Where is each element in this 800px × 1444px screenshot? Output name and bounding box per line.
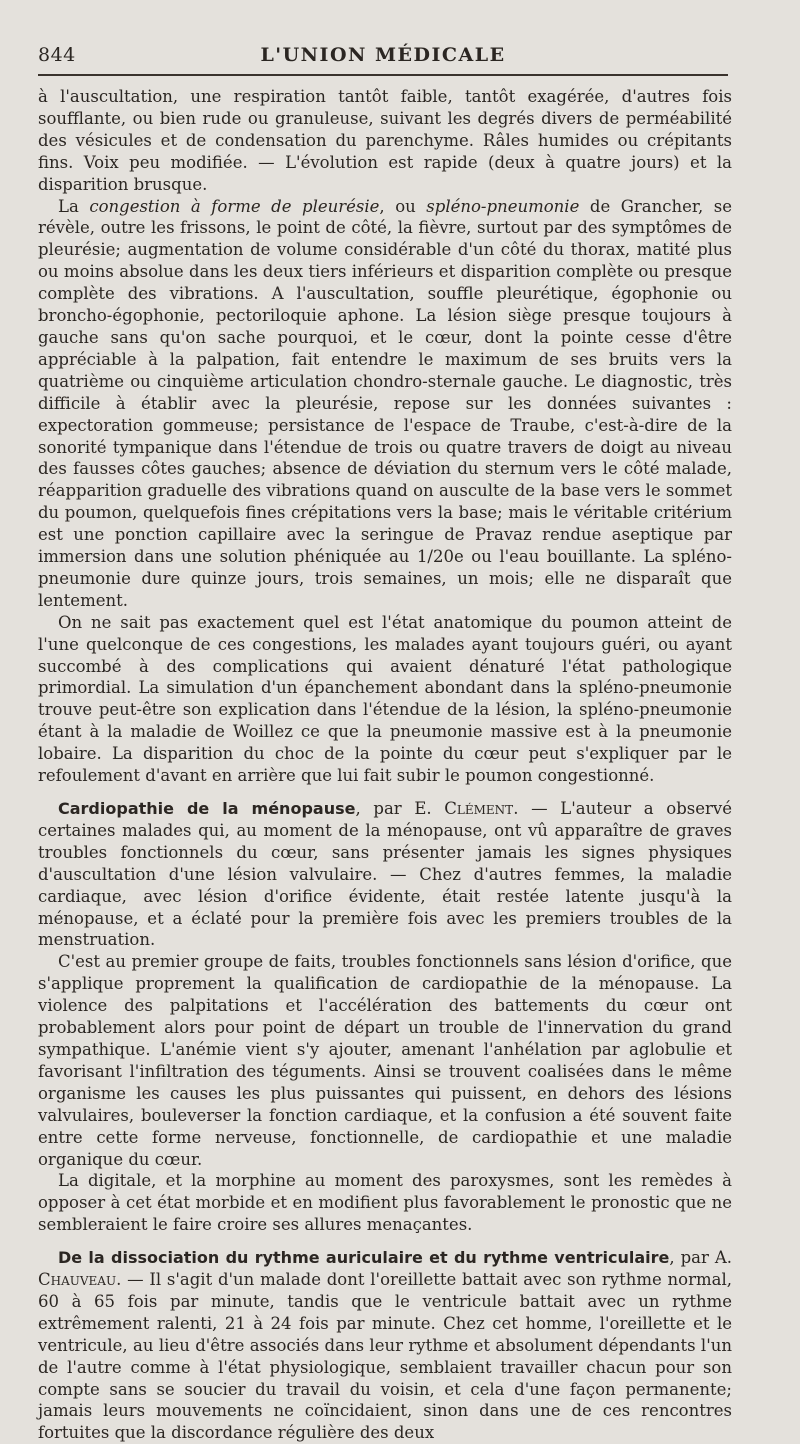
paragraph-text: . — L'auteur a observé certaines malades qui, au moment de la ménopause, ont vû apparaître de graves troubles fonctionnels du cœur, sans présenter jamais les signes physiques d'auscultation d'une lésion valvulaire. — Chez d'autres femmes, la maladie cardiaque, avec lésion d'orifice évidente, était restée latente jusqu'à la ménopause, et a éclaté pour la première fois avec les premiers troubles de la menstruation. [38,799,732,950]
article-dissociation [38,1247,732,1444]
author-name: Clément [444,799,514,818]
paragraph-auscultation: à l'auscultation, une respiration tantôt faible, tantôt exagérée, d'autres fois soufflante, ou bien rude ou granuleuse, suivant les degrés divers de perméabilité des vésicules et de condensation du parenchyme. Râles humides ou crépitants fins. Voix peu modifiée. — L'évolution est rapide (deux à quatre jours) et la disparition brusque. [38,87,732,194]
byline: , par A. [669,1248,733,1268]
page-number: 844 [38,44,76,66]
term-congestion: congestion à forme de pleurésie [89,196,380,216]
paragraph-spleno-pneumonie [38,196,732,612]
paragraph-text: , ou [379,196,427,216]
paragraph-lead: La [58,196,90,216]
term-spleno-pneumonie: spléno-pneumonie [426,196,580,216]
article-title: De la dissociation du rythme auriculaire et du rythme ventriculaire [58,1248,670,1268]
journal-title: L'UNION MÉDICALE [260,44,506,66]
article-body [38,86,732,1444]
header-rule [38,74,728,76]
article-title: Cardiopathie de la ménopause [58,799,356,818]
paragraph-digitale: La digitale, et la morphine au moment des paroxysmes, sont les remèdes à opposer à cet état morbide et en modifient plus favorablement le pronostic que ne sembleraient le faire croire ses allures menaçantes. [38,1171,732,1235]
paragraph-text: de Grancher, se révèle, outre les frissons, le point de côté, la fièvre, surtout par des symptômes de pleurésie; augmentation de volume considérable d'un côté du thorax, matité plus ou moins absolue dans les deux tiers inférieurs et disparition complète ou presque complète des vibrations. A l'auscultation, souffle pleurétique, égophonie ou broncho-égophonie, pectoriloquie aphone. La lésion siège presque toujours à gauche sans qu'on sache pourquoi, et le cœur, dont la pointe cesse d'être appréciable à la palpation, fait entendre le maximum de ses bruits vers la quatrième ou cinquième articulation chondro-sternale gauche. Le diagnostic, très difficile à établir avec la pleurésie, repose sur les données suivantes : expectoration gommeuse; persistance de l'espace de Traube, c'est-à-dire de la sonorité tympanique dans l'étendue de trois ou quatre travers de doigt au niveau des fausses côtes gauches; absence de déviation du sternum vers le côté malade, réapparition graduelle des vibrations quand on ausculte de la base vers le sommet du poumon, quelquefois fines crépitations vers la base; mais le véritable critérium est une ponction capillaire avec la seringue de Pravaz rendue aseptique par immersion dans une solution phéniquée au 1/20e ou l'eau bouillante. La spléno-pneumonie dure quinze jours, trois semaines, un mois; elle ne disparaît que lentement. [38,196,732,610]
paragraph-premier-groupe: C'est au premier groupe de faits, troubles fonctionnels sans lésion d'orifice, que s'applique proprement la qualification de cardiopathie de la ménopause. La violence des palpitations et l'accélération des battements du cœur ont probablement alors pour point de départ un trouble de l'innervation du grand sympathique. L'anémie vient s'y ajouter, amenant l'anhélation par aglobulie et favorisant l'infiltration des téguments. Ainsi se trouvent coalisées dans le même organisme les causes les plus puissantes qui puissent, en dehors des lésions valvulaires, bouleverser la fonction cardiaque, et la confusion a été souvent faite entre cette forme nerveuse, fonctionnelle, de cardiopathie et une maladie organique du cœur. [38,952,732,1169]
paragraph-text: . — Il s'agit d'un malade dont l'oreillette battait avec son rythme normal, 60 à 65 fois par minute, tandis que le ventricule battait avec un rythme extrêmement ralenti, 21 à 24 fois par minute. Chez cet homme, l'oreillette et le ventricule, au lieu d'être associés dans leur rythme et absolument dépendants l'un de l'autre comme à l'état physiologique, semblaient travailler chacun pour son compte sans se soucier du travail du voisin, et cela d'une façon permanente; jamais leurs mouvements ne coïncidaient, sinon dans une de ces rencontres fortuites que la discordance régulière des deux [38,1270,732,1443]
byline: , par E. [355,799,445,818]
author-name: Chauveau [38,1270,117,1290]
page-header [38,38,728,78]
paragraph-anatomie: On ne sait pas exactement quel est l'état anatomique du poumon atteint de l'une quelconque de ces congestions, les malades ayant toujours guéri, ou ayant succombé à des complications qui avaient dénaturé l'état pathologique primordial. La simulation d'un épanchement abondant dans la spléno-pneumonie trouve peut-être son explication dans l'étendue de la lésion, la spléno-pneumonie étant à la maladie de Woillez ce que la pneumonie massive est à la pneumonie lobaire. La disparition du choc de la pointe du cœur peut s'expliquer par le refoulement d'avant en arrière que lui fait subir le poumon congestionné. [38,612,732,786]
article-cardiopathie [38,798,732,951]
